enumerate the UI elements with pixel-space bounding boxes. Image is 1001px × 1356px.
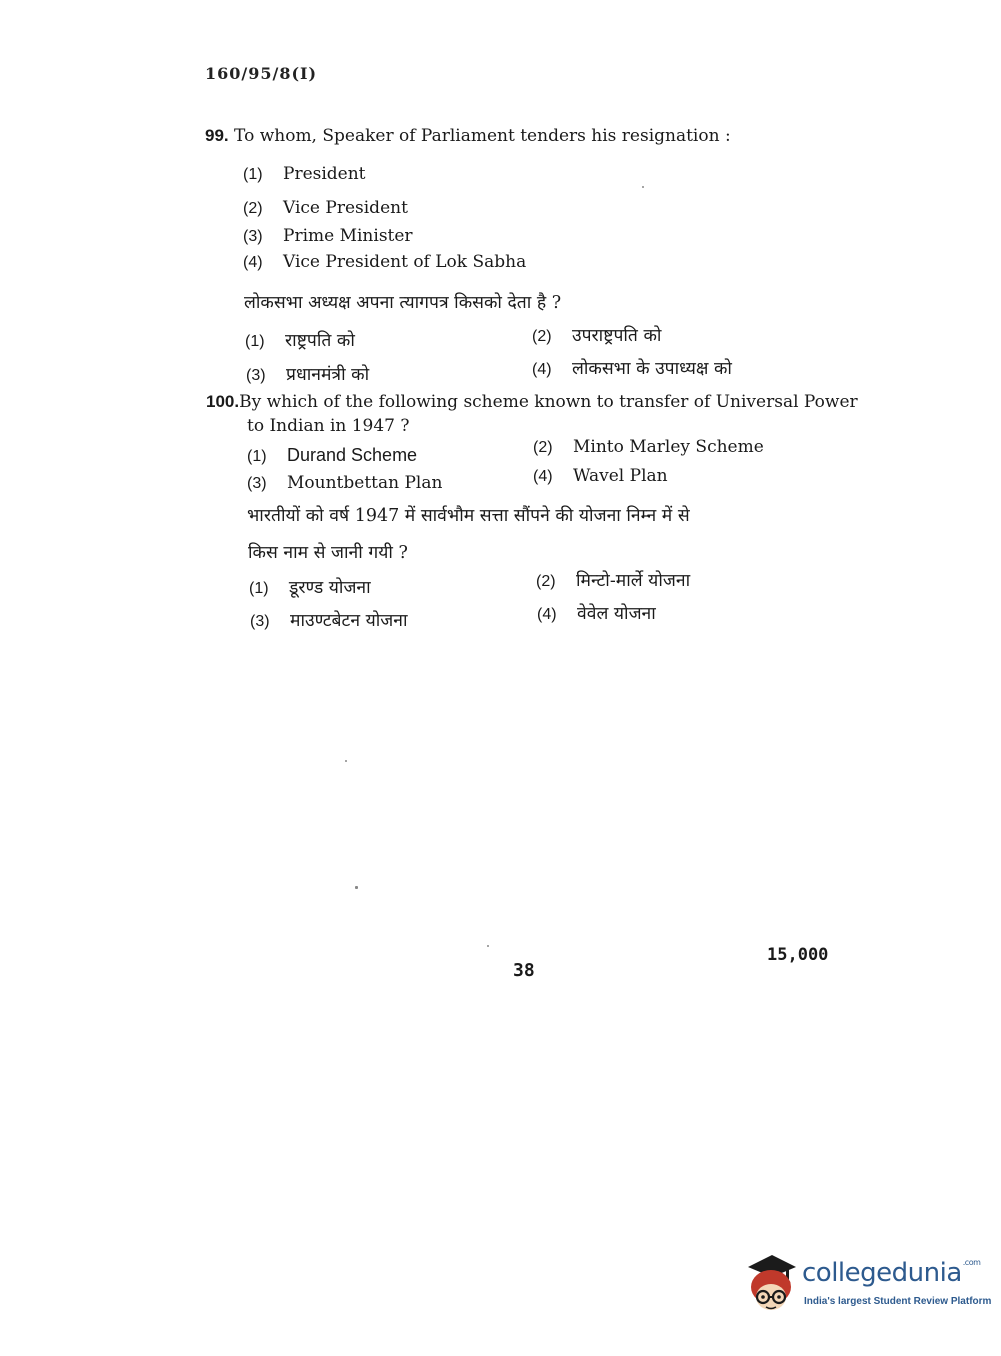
option-number: (2): [243, 200, 263, 217]
option-100-4: [533, 466, 668, 486]
option-number: (4): [533, 468, 553, 485]
option-100-1: [247, 445, 417, 466]
option-99-3: [243, 226, 413, 246]
question-text: To whom, Speaker of Parliament tenders his resignation :: [234, 126, 731, 146]
option-number: (1): [245, 333, 265, 350]
option-label: Vice President of Lok Sabha: [283, 252, 527, 272]
scan-speck: [345, 760, 347, 762]
question-number: 99.: [205, 126, 229, 145]
option-number: (3): [243, 228, 263, 245]
option-99-hi-2: [532, 323, 661, 347]
option-99-2: [243, 198, 408, 218]
option-number: (2): [536, 573, 556, 590]
option-number: (3): [247, 475, 267, 492]
option-label: राष्ट्रपति को: [285, 331, 355, 351]
logo-suffix: .com: [962, 1258, 981, 1267]
option-number: (3): [246, 367, 266, 384]
option-number: (1): [247, 448, 267, 465]
option-99-4: [243, 252, 526, 272]
logo-wordmark: [802, 1258, 980, 1288]
option-number: (2): [533, 439, 553, 456]
option-label: Mountbettan Plan: [287, 473, 443, 493]
option-number: (3): [250, 613, 270, 630]
question-100-line2: to Indian in 1947 ?: [247, 416, 410, 436]
option-100-hi-4: [537, 601, 656, 625]
option-100-hi-1: [249, 575, 371, 599]
question-100-hindi-line2: किस नाम से जानी गयी ?: [248, 543, 408, 563]
option-99-hi-1: [245, 328, 355, 352]
scan-speck: [642, 186, 644, 188]
option-99-1: [243, 164, 366, 184]
question-99-hindi: लोकसभा अध्यक्ष अपना त्यागपत्र किसको देता है ?: [244, 293, 562, 313]
option-label: Wavel Plan: [573, 466, 668, 486]
option-label: माउण्टबेटन योजना: [290, 611, 408, 631]
option-label: वेवेल योजना: [577, 604, 656, 624]
option-label: उपराष्ट्रपति को: [572, 326, 662, 346]
option-100-2: [533, 437, 764, 457]
option-99-hi-3: [246, 362, 369, 386]
paper-code: 160/95/8(I): [205, 64, 318, 83]
question-text: By which of the following scheme known to transfer of Universal Power: [239, 392, 858, 412]
option-label: Durand Scheme: [287, 445, 418, 465]
option-label: लोकसभा के उपाध्यक्ष को: [572, 359, 732, 379]
option-99-hi-4: [532, 356, 732, 380]
option-label: प्रधानमंत्री को: [286, 365, 370, 385]
option-number: (2): [532, 328, 552, 345]
option-number: (4): [243, 254, 263, 271]
page-number: 38: [513, 960, 535, 981]
option-100-3: [247, 473, 442, 493]
option-label: President: [283, 164, 366, 184]
option-label: Vice President: [283, 198, 408, 218]
option-100-hi-2: [536, 568, 690, 592]
option-number: (4): [537, 606, 557, 623]
option-100-hi-3: [250, 608, 408, 632]
question-100-hindi: भारतीयों को वर्ष 1947 में सार्वभौम सत्ता सौंपने की योजना निम्न में से: [247, 506, 690, 526]
option-number: (4): [532, 361, 552, 378]
option-label: डूरण्ड योजना: [289, 578, 371, 598]
print-count: 15,000: [767, 945, 829, 965]
logo-tagline: India's largest Student Review Platform: [804, 1296, 992, 1307]
question-number: 100.: [206, 392, 240, 411]
mascot-icon: [742, 1253, 800, 1315]
option-number: (1): [243, 166, 263, 183]
option-label: Minto Marley Scheme: [573, 437, 764, 457]
scan-speck: [355, 886, 358, 889]
scan-speck: [487, 945, 489, 947]
option-label: Prime Minister: [283, 226, 413, 246]
question-99: [205, 126, 731, 146]
option-number: (1): [249, 580, 269, 597]
logo-name: collegedunia: [802, 1258, 962, 1288]
option-label: मिन्टो-मार्ले योजना: [576, 571, 691, 591]
question-100: [206, 392, 858, 412]
collegedunia-logo: [742, 1253, 992, 1323]
